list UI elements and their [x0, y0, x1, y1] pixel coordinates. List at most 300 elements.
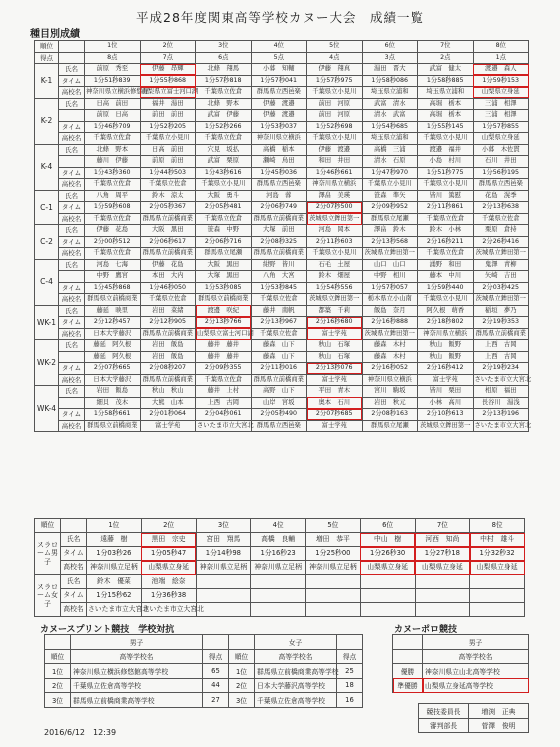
result-cell: 2分08秒207: [140, 363, 196, 375]
result-cell: 2分11秒016: [251, 363, 307, 375]
result-cell: 稲垣 夢乃: [473, 305, 529, 317]
place-header: 8位: [470, 519, 525, 533]
result-cell: 富士学苑: [418, 374, 474, 386]
result-cell: [415, 603, 470, 617]
result-cell: [470, 589, 525, 603]
points-head: 得点: [337, 649, 363, 664]
row-label: タイム: [61, 589, 87, 603]
result-cell: 千葉県立小見川: [362, 179, 418, 191]
result-cell: 2分09秒355: [196, 363, 252, 375]
team-rank: 2位: [45, 678, 71, 693]
points-value: 4点: [307, 52, 363, 64]
polo-school: 山梨県立身延高等学校: [423, 678, 529, 693]
place-header: 7位: [418, 41, 474, 53]
result-cell: 岩田 秋元: [362, 397, 418, 409]
result-cell: 2分06秒716: [196, 236, 252, 248]
result-cell: 鈴木 小林: [418, 225, 474, 237]
result-cell: さいたま市立大宮北: [141, 603, 196, 617]
result-cell: 2分04秒061: [196, 409, 252, 421]
result-cell: 山梨県立身延: [360, 561, 415, 575]
result-cell: 藤延 映里: [85, 305, 141, 317]
result-cell: 1分57秒855: [473, 121, 529, 133]
event-row: [35, 133, 529, 145]
team-points: 18: [337, 678, 363, 693]
result-cell: 北條 野本: [85, 144, 141, 156]
result-cell: 1分59秒608: [85, 202, 141, 214]
result-cell: 群馬県立尾瀬: [362, 213, 418, 225]
result-cell: 2分13秒766: [196, 317, 252, 329]
result-cell: 上西 古岡: [473, 351, 529, 363]
result-cell: 高堀 栃本: [418, 110, 474, 122]
sprint-girls-label: 女子: [255, 635, 337, 650]
result-cell: 秋山 秋山: [140, 386, 196, 398]
result-cell: 中村 雄斗: [470, 533, 525, 547]
event-name: C-1: [35, 190, 59, 225]
result-cell: 細貝 茂木: [85, 397, 141, 409]
result-cell: 山梨県立富士河口湖: [196, 328, 252, 340]
result-cell: 群馬県立前橋商業: [251, 213, 307, 225]
team-points: 65: [203, 664, 229, 679]
result-cell: 群馬県立西邑楽: [251, 87, 307, 99]
result-cell: 河島 岡本: [307, 225, 363, 237]
result-cell: 藤延 阿久根: [85, 340, 141, 352]
team-rank: 1位: [229, 664, 255, 679]
row-label: タイム: [59, 75, 85, 87]
result-cell: 富士学苑: [307, 420, 363, 432]
result-cell: 中野 相川: [362, 271, 418, 283]
result-cell: 八角 周平: [85, 190, 141, 202]
result-cell: 茨城県立鉾田第一: [473, 248, 529, 260]
result-cell: 1分55秒868: [140, 75, 196, 87]
event-row: [35, 351, 529, 363]
result-cell: 1分14秒98: [196, 547, 251, 561]
result-cell: 山梨県立身延: [473, 133, 529, 145]
row-label: タイム: [59, 236, 85, 248]
result-cell: 1分46秒050: [140, 282, 196, 294]
result-cell: [306, 575, 361, 589]
result-cell: 千葉県立佐倉: [473, 213, 529, 225]
polo-school: 神奈川県立山北高等学校: [423, 664, 529, 679]
result-cell: 千葉県立佐倉: [196, 133, 252, 145]
place-header: 1位: [85, 41, 141, 53]
result-cell: 埼玉県立浦和: [418, 87, 474, 99]
result-cell: 武富 栗原: [196, 156, 252, 168]
place-header: 5位: [307, 41, 363, 53]
result-cell: 神奈川県立足柄: [87, 561, 142, 575]
result-cell: 1分05秒47: [141, 547, 196, 561]
event-row: [35, 248, 529, 260]
result-cell: 1分53秒085: [196, 282, 252, 294]
event-name: K-4: [35, 144, 59, 190]
result-cell: 遠藤 樹: [87, 533, 142, 547]
event-row: [35, 87, 529, 99]
result-cell: 1分46秒661: [307, 167, 363, 179]
team-row: [45, 664, 229, 679]
result-cell: 2分19秒234: [473, 363, 529, 375]
result-cell: 茨城県立鉾田第一: [473, 294, 529, 306]
result-cell: 群馬県立前橋商業: [251, 374, 307, 386]
result-cell: 2分13秒568: [362, 236, 418, 248]
team-points: 16: [337, 693, 363, 708]
polo-heading: カヌーポロ競技: [394, 625, 458, 635]
row-label: 氏名: [61, 575, 87, 589]
result-cell: 藤井 藤井: [196, 351, 252, 363]
result-cell: 神奈川県立横浜: [362, 374, 418, 386]
event-row: [35, 110, 529, 122]
result-cell: 2分10秒613: [418, 409, 474, 421]
event-name: C-2: [35, 225, 59, 260]
row-label: タイム: [59, 121, 85, 133]
rank-header: 順位: [35, 519, 61, 533]
event-name: K-1: [35, 64, 59, 99]
result-cell: [196, 589, 251, 603]
row-label: [59, 351, 85, 363]
result-cell: 小島 村川: [418, 156, 474, 168]
event-row: [35, 374, 529, 386]
result-cell: 前田 前田: [140, 110, 196, 122]
result-cell: 伊藤 渡邉: [307, 144, 363, 156]
result-cell: 2分16秒680: [307, 317, 363, 329]
result-cell: 1分54秒556: [307, 282, 363, 294]
result-cell: 藤森 木村: [362, 340, 418, 352]
result-cell: 石毛 土屋: [307, 259, 363, 271]
result-cell: 1分55秒145: [418, 121, 474, 133]
result-cell: 1分47秒970: [362, 167, 418, 179]
result-cell: 群馬県立前橋商業: [85, 294, 141, 306]
official-role: 競技委員長: [419, 704, 469, 719]
place-header: 6位: [360, 519, 415, 533]
result-cell: 平田 青木: [307, 386, 363, 398]
result-cell: 1分03秒26: [87, 547, 142, 561]
officials-table: [418, 703, 529, 733]
result-cell: 日高 前田: [85, 98, 141, 110]
result-cell: 日高 前田: [140, 144, 196, 156]
result-cell: 1分53秒037: [251, 121, 307, 133]
result-cell: 澤畠 美瑛: [307, 190, 363, 202]
result-cell: 1分27秒18: [415, 547, 470, 561]
result-cell: 2分05秒490: [251, 409, 307, 421]
result-cell: 1分57秒041: [251, 75, 307, 87]
result-cell: さいたま市立大宮北: [87, 603, 142, 617]
result-cell: 1分57秒975: [307, 75, 363, 87]
official-row: [419, 704, 529, 719]
result-cell: 紺野 皆川: [251, 259, 307, 271]
place-header: 3位: [196, 519, 251, 533]
place-header: 6位: [362, 41, 418, 53]
result-cell: 笹森 準矢: [362, 190, 418, 202]
place-header: 5位: [306, 519, 361, 533]
result-cell: 神奈川県立足柄: [196, 561, 251, 575]
result-cell: 渡邉 福井: [418, 144, 474, 156]
event-row: [35, 144, 529, 156]
polo-boys-label: 男子: [423, 635, 529, 650]
result-cell: 秋山 飯野: [418, 351, 474, 363]
row-label: 高校名: [59, 133, 85, 145]
blank-cell: [61, 519, 87, 533]
result-cell: 1分54秒685: [362, 121, 418, 133]
row-label: タイム: [59, 317, 85, 329]
result-cell: 前田 河原: [307, 98, 363, 110]
result-cell: 阿久根 萌香: [418, 305, 474, 317]
team-row: [45, 693, 229, 708]
event-row: [35, 225, 529, 237]
result-cell: 山口 山口: [362, 259, 418, 271]
result-cell: 小暮 知輔: [251, 64, 307, 76]
result-cell: 2分18秒802: [418, 317, 474, 329]
slalom-row: [35, 603, 525, 617]
result-cell: 上西 古岡: [473, 340, 529, 352]
result-cell: [360, 603, 415, 617]
result-cell: 伊藤 翔真: [307, 64, 363, 76]
slalom-row: [35, 589, 525, 603]
result-cell: 千葉県立佐倉: [251, 294, 307, 306]
result-cell: 2分16秒052: [362, 363, 418, 375]
row-label: 氏名: [59, 64, 85, 76]
result-cell: 花島 滉季: [473, 190, 529, 202]
result-cell: 1分25秒00: [306, 547, 361, 561]
print-date: 2016/6/12 12:39: [44, 728, 117, 737]
event-row: [35, 64, 529, 76]
result-cell: 1分36秒38: [141, 589, 196, 603]
result-cell: 2分08秒163: [362, 409, 418, 421]
result-cell: 2分26秒416: [473, 236, 529, 248]
result-cell: 小暮 木佐貫: [473, 144, 529, 156]
result-cell: 茨城県立鉾田第一: [307, 213, 363, 225]
result-cell: 2分11秒603: [307, 236, 363, 248]
school-head: 高等学校名: [71, 649, 203, 664]
result-cell: 千葉県立小見川: [307, 87, 363, 99]
result-cell: 宮田 翔馬: [196, 533, 251, 547]
result-cell: 武富 伊藤: [196, 110, 252, 122]
result-cell: [251, 603, 306, 617]
result-cell: 2分03秒425: [473, 282, 529, 294]
result-cell: 岩田 飯島: [85, 386, 141, 398]
result-cell: 富士学苑: [307, 374, 363, 386]
result-cell: 2分09秒952: [362, 202, 418, 214]
result-cell: 千葉県立佐倉: [140, 294, 196, 306]
result-cell: 秋山 石塚: [307, 340, 363, 352]
sprint-boys-table: [44, 634, 229, 708]
result-cell: さいたま市立大宮北: [473, 420, 529, 432]
result-cell: 2分19秒353: [473, 317, 529, 329]
blank-cell: [59, 52, 85, 64]
place-header: 4位: [251, 41, 307, 53]
official-role: 審判部長: [419, 718, 469, 733]
result-cell: 群馬県立前橋商業: [196, 294, 252, 306]
event-row: [35, 294, 529, 306]
result-cell: 藤森 山下: [251, 340, 307, 352]
result-cell: 千葉県立小見川: [418, 179, 474, 191]
row-label: 高校名: [59, 179, 85, 191]
result-cell: 大塚 前田: [251, 225, 307, 237]
result-cell: 埼玉県立浦和: [362, 87, 418, 99]
event-row: [35, 282, 529, 294]
event-row: [35, 271, 529, 283]
result-cell: 千葉県立小見川: [140, 133, 196, 145]
polo-rank: 準優勝: [393, 678, 423, 693]
result-cell: 穴見 坂払: [196, 144, 252, 156]
result-cell: [470, 575, 525, 589]
result-cell: 大塚 黒田: [196, 271, 252, 283]
row-label: [59, 156, 85, 168]
points-header: 得点: [35, 52, 59, 64]
result-cell: 中山 樹: [360, 533, 415, 547]
sprint-boys-label: 男子: [71, 635, 203, 650]
result-cell: 神奈川県立横浜: [251, 133, 307, 145]
result-cell: 2分11秒861: [418, 202, 474, 214]
result-cell: 神奈川県立横浜: [307, 179, 363, 191]
row-label: [59, 110, 85, 122]
result-cell: 前原 前田: [140, 156, 196, 168]
result-cell: [470, 603, 525, 617]
result-cell: 河島 七海: [85, 259, 141, 271]
row-label: 氏名: [59, 386, 85, 398]
result-cell: 上西 古岡: [196, 397, 252, 409]
row-label: 氏名: [59, 305, 85, 317]
result-cell: [196, 575, 251, 589]
result-cell: [196, 603, 251, 617]
result-cell: 北條 翔馬: [196, 64, 252, 76]
event-row: [35, 317, 529, 329]
result-cell: 岩田 菜緒: [140, 305, 196, 317]
result-cell: 三浦 相澤: [473, 110, 529, 122]
place-header: 3位: [196, 41, 252, 53]
row-label: タイム: [59, 282, 85, 294]
event-row: [35, 167, 529, 179]
team-school: 群馬県立前橋商業高等学校: [71, 693, 203, 708]
result-cell: 高橋 良輔: [251, 533, 306, 547]
result-cell: 2分07秒500: [307, 202, 363, 214]
result-cell: 2分07秒665: [85, 363, 141, 375]
team-school: 千葉県立佐倉高等学校: [255, 693, 337, 708]
row-label: 高校名: [59, 420, 85, 432]
team-row: [229, 693, 363, 708]
result-cell: 池端 絵奈: [141, 575, 196, 589]
polo-row: [393, 664, 529, 679]
result-cell: 河島 蓉: [251, 190, 307, 202]
result-cell: 群馬県立前橋商業: [140, 328, 196, 340]
result-cell: 群馬県立西邑楽: [473, 179, 529, 191]
result-cell: 藤森 木村: [362, 351, 418, 363]
result-cell: 茨城県立鉾田第一: [362, 248, 418, 260]
result-cell: 宮川 駒坂: [362, 386, 418, 398]
result-cell: 武富 清水: [362, 98, 418, 110]
result-cell: 群馬県立前橋商業: [140, 374, 196, 386]
result-cell: 千葉県立佐倉: [85, 213, 141, 225]
result-cell: 2分06秒749: [251, 202, 307, 214]
result-cell: 富士学苑: [307, 328, 363, 340]
points-value: 6点: [196, 52, 252, 64]
event-name: K-2: [35, 98, 59, 144]
result-cell: 大阪 勇斗: [196, 190, 252, 202]
result-cell: 1分45秒036: [251, 167, 307, 179]
result-cell: 高堀 栃本: [418, 98, 474, 110]
event-row: [35, 340, 529, 352]
result-cell: 茨城県立鉾田第一: [307, 294, 363, 306]
result-cell: 2分13秒196: [473, 409, 529, 421]
polo-rank: 優勝: [393, 664, 423, 679]
result-cell: 山梨県立身延: [415, 561, 470, 575]
event-row: [35, 397, 529, 409]
points-value: 3点: [362, 52, 418, 64]
result-cell: 福井 湯田: [140, 98, 196, 110]
result-cell: 藤延 阿久根: [85, 351, 141, 363]
team-school: 日本大学藤沢高等学校: [255, 678, 337, 693]
result-cell: 山梨県立富士河口湖: [140, 87, 196, 99]
result-cell: 前原 秀至: [85, 64, 141, 76]
result-cell: 千葉県立小見川: [418, 294, 474, 306]
result-cell: 神奈川県立横浜: [418, 328, 474, 340]
result-cell: 群馬県立尾瀬: [362, 420, 418, 432]
row-label: 高校名: [59, 213, 85, 225]
row-label: 高校名: [59, 294, 85, 306]
result-cell: 鈴木 優菜: [87, 575, 142, 589]
row-label: 高校名: [59, 374, 85, 386]
result-cell: 茨城県立鉾田第一: [418, 420, 474, 432]
result-cell: 千葉県立小見川: [196, 179, 252, 191]
result-cell: 藤本 中川: [418, 271, 474, 283]
event-row: [35, 190, 529, 202]
result-cell: さいたま市立大宮北: [473, 374, 529, 386]
row-label: 氏名: [61, 533, 87, 547]
result-cell: 千葉県立佐倉: [251, 328, 307, 340]
event-row: [35, 328, 529, 340]
rank-head: 順位: [45, 649, 71, 664]
event-row: [35, 179, 529, 191]
result-cell: 群馬県立前橋商業: [140, 213, 196, 225]
result-cell: 1分16秒23: [251, 547, 306, 561]
result-cell: 埼玉県立浦和: [362, 133, 418, 145]
row-label: タイム: [59, 167, 85, 179]
result-cell: 神奈川県立足柄: [306, 561, 361, 575]
team-school: 千葉県立佐倉高等学校: [71, 678, 203, 693]
result-cell: 矢崎 吉田: [473, 271, 529, 283]
event-name: C-4: [35, 259, 59, 305]
result-cell: 千葉県立佐倉: [85, 248, 141, 260]
result-cell: 1分59秒440: [418, 282, 474, 294]
result-cell: 1分46秒709: [85, 121, 141, 133]
result-cell: 藤井 上村: [196, 386, 252, 398]
points-value: 2点: [418, 52, 474, 64]
result-cell: 神奈川県立足柄: [251, 561, 306, 575]
result-cell: 奥本 石川: [307, 397, 363, 409]
slalom-group: スラローム男子: [35, 533, 61, 575]
result-cell: 2分07秒685: [307, 409, 363, 421]
result-cell: 大熊 山本: [140, 397, 196, 409]
result-cell: 2分12秒905: [140, 317, 196, 329]
result-cell: 秋山 飯野: [418, 340, 474, 352]
result-cell: 三浦 相澤: [473, 98, 529, 110]
school-head: 高等学校名: [255, 649, 337, 664]
result-cell: 2分00秒512: [85, 236, 141, 248]
result-cell: 長谷川 湯浅: [473, 397, 529, 409]
result-cell: 都築 千莉: [307, 305, 363, 317]
row-label: 氏名: [59, 340, 85, 352]
row-label: 高校名: [61, 603, 87, 617]
result-cell: 1分44秒503: [140, 167, 196, 179]
result-cell: 千葉県立佐倉: [196, 213, 252, 225]
event-row: [35, 420, 529, 432]
event-name: WK-1: [35, 305, 59, 340]
result-cell: 飯島 奈月: [362, 305, 418, 317]
team-points: 27: [203, 693, 229, 708]
result-cell: 2分13秒967: [251, 317, 307, 329]
row-label: [59, 271, 85, 283]
results-table: [34, 40, 532, 432]
slalom-table: [34, 518, 525, 617]
result-cell: [415, 589, 470, 603]
result-cell: 清水 武富: [362, 110, 418, 122]
